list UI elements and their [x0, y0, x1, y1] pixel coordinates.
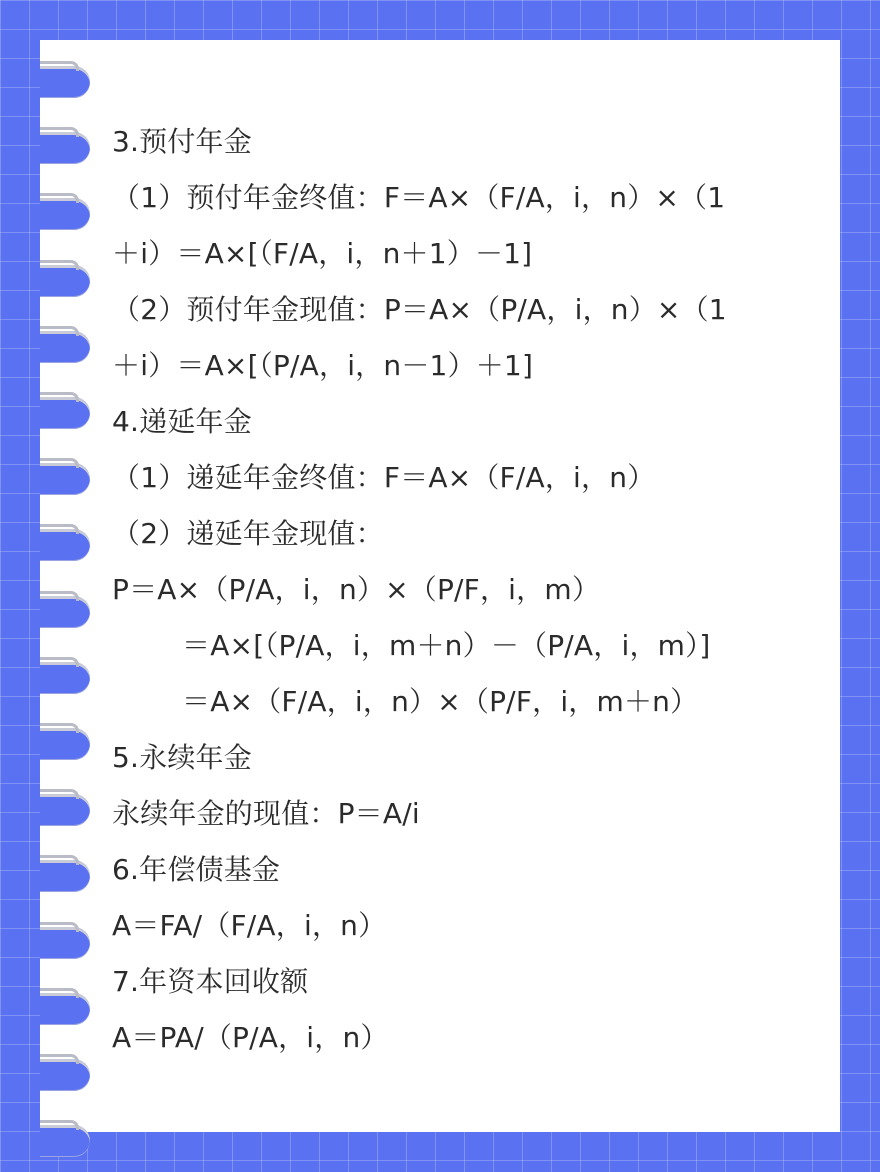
heading-deferred-annuity: 4.递延年金 [112, 405, 252, 438]
binder-ring [40, 66, 90, 98]
formula-notes [112, 114, 792, 1066]
heading-annuity-due: 3.预付年金 [112, 125, 252, 158]
formula-line: A＝FA/（F/A，i，n） [112, 909, 387, 942]
binder-ring [40, 463, 90, 495]
binder-ring [40, 728, 90, 760]
binder-ring [40, 860, 90, 892]
formula-line: （1）预付年金终值：F＝A×（F/A，i，n）×（1 [112, 181, 726, 214]
formula-line: ＋i）＝A×[（F/A，i，n＋1）－1] [112, 237, 533, 270]
heading-sinking-fund: 6.年偿债基金 [112, 853, 281, 886]
binder-ring [40, 397, 90, 429]
binder-ring [40, 1059, 90, 1091]
binder-ring [40, 198, 90, 230]
formula-line: （2）预付年金现值：P＝A×（P/A，i，n）×（1 [112, 293, 727, 326]
binder-ring [40, 1125, 90, 1157]
binder-ring [40, 132, 90, 164]
binder-ring [40, 529, 90, 561]
formula-line: ＝A×（F/A，i，n）×（P/F，i，m＋n） [182, 685, 699, 718]
binder-ring [40, 662, 90, 694]
binder-ring [40, 331, 90, 363]
binder-ring [40, 265, 90, 297]
formula-line: A＝PA/（P/A，i，n） [112, 1021, 389, 1054]
binder-ring [40, 993, 90, 1025]
heading-capital-recovery: 7.年资本回收额 [112, 965, 309, 998]
formula-line: （2）递延年金现值： [112, 517, 384, 550]
heading-perpetuity: 5.永续年金 [112, 741, 252, 774]
formula-line: ＋i）＝A×[（P/A，i，n－1）＋1] [112, 349, 534, 382]
formula-line: P＝A×（P/A，i，n）×（P/F，i，m） [112, 573, 601, 606]
binder-ring [40, 794, 90, 826]
formula-line: （1）递延年金终值：F＝A×（F/A，i，n） [112, 461, 656, 494]
binder-ring [40, 596, 90, 628]
binder-ring [40, 927, 90, 959]
formula-line: ＝A×[（P/A，i，m＋n）－（P/A，i，m）] [182, 629, 711, 662]
formula-line: 永续年金的现值：P＝A/i [112, 797, 420, 830]
